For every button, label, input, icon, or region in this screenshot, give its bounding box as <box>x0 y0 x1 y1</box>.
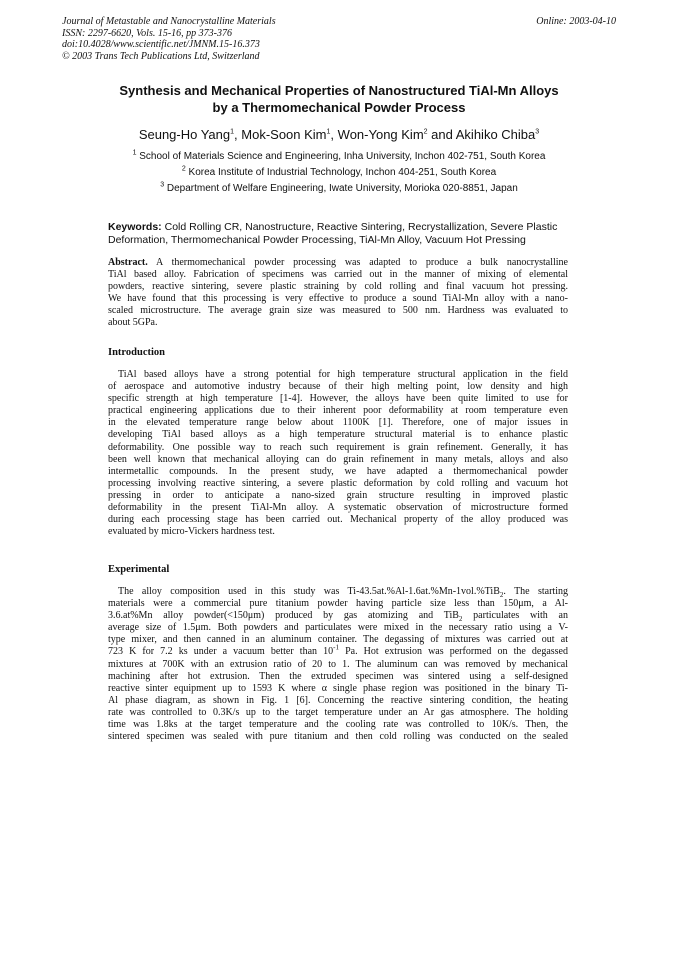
affiliation-num: 2 <box>181 165 186 173</box>
introduction-paragraph <box>108 369 568 538</box>
intro-line: evaluated by micro-Vickers hardness test. <box>108 526 275 538</box>
affiliation-2 <box>60 167 618 178</box>
author-sep: , <box>330 127 338 142</box>
author-name: Won-Yong Kim <box>337 127 424 142</box>
exp-line: mixtures at 700K with an extrusion ratio of 20 to 1. The aluminum can was removed by mechanical <box>108 658 568 670</box>
exp-text: 3.6.at%Mn alloy powder(<150μm) produced by gas atomizing and TiB <box>108 610 459 622</box>
exp-subscript: 2 <box>458 615 463 624</box>
exp-line <box>108 610 568 622</box>
journal-name: Journal of Metastable and Nanocrystalline Materials <box>62 16 276 27</box>
experimental-paragraph <box>108 586 568 743</box>
introduction-heading: Introduction <box>108 347 165 358</box>
author-sep: and <box>427 127 456 142</box>
intro-line: practical engineering applications due to their inherent poor deformability at room temperature even <box>108 405 568 417</box>
exp-subscript: 2 <box>499 591 504 599</box>
author-name: Mok-Soon Kim <box>241 127 327 142</box>
keywords-label: Keywords: <box>108 221 162 233</box>
intro-line: TiAl based alloys have a strong potential for high temperature structural application in the field <box>118 369 568 380</box>
exp-line: rate was controlled to 0.3K/s up to the target temperature under an Ar gas atmosphere. The holding <box>108 706 568 718</box>
author-affil-num: 3 <box>535 128 540 136</box>
intro-line: deformability. One possible way to reach such requirement is grain refinement. Generally, it has <box>108 441 568 453</box>
exp-superscript: -1 <box>333 644 339 653</box>
intro-line: during each processing stage has been carried out. Mechanical property of the alloy produced was <box>108 514 568 526</box>
exp-text: Pa. Hot extrusion was performed on the degassed <box>338 646 568 658</box>
intro-line: in the elevated temperature range below about 1100K [1]. Therefore, one of major issues in <box>108 417 568 429</box>
abstract-line: about 5GPa. <box>108 317 158 329</box>
exp-line: time was 1.8ks at the target temperature and the cooling rate was controlled to 10K/s. Then, the <box>108 719 568 731</box>
keywords-text: Cold Rolling CR, Nanostructure, Reactive Sintering, Recrystallization, Severe Plastic Deformation, Thermomechanical Powder Processing, TiAl-Mn Alloy, Vacuum Hot Pressing <box>108 221 558 246</box>
abstract-line: powders, reactive sintering, severe plastic straining by cold rolling and final vacuum hot pressing. <box>108 281 568 293</box>
intro-line: intermetallic compounds. In the present study, we have adapted a thermomechanical powder <box>108 465 568 477</box>
intro-line: specific strength at high temperature [1-4]. However, the alloys have been quite limited to use for <box>108 393 568 405</box>
exp-line: machining after hot extrusion. Then the extruded specimen was sintered using a self-designed <box>108 670 568 682</box>
intro-line: processing involving reactive sintering, a severe plastic deformation by cold rolling and vacuum hot <box>108 477 568 489</box>
intro-line: deformability in the present TiAl-Mn alloy. A systematic observation of microstructure formed <box>108 502 568 514</box>
exp-line: reactive sinter equipment up to 1593 K where α single phase region was positioned in the binary Ti- <box>108 682 568 694</box>
affiliation-text: Department of Welfare Engineering, Iwate University, Morioka 020-8851, Japan <box>166 183 518 194</box>
issn-line: ISSN: 2297-6620, Vols. 15-16, pp 373-376 <box>62 27 232 39</box>
copyright-line: © 2003 Trans Tech Publications Ltd, Switzerland <box>62 50 260 62</box>
intro-line: pressing in order to anticipate a nano-sized grain structure resulting in improved plastic <box>108 489 568 501</box>
author-affil-num: 2 <box>423 128 428 136</box>
affiliation-num: 1 <box>132 149 137 157</box>
doi-line: doi:10.4028/www.scientific.net/JMNM.15-16.373 <box>62 39 260 50</box>
exp-text: . The starting <box>503 586 568 597</box>
exp-text: The alloy composition used in this study was Ti-43.5at.%Al-1.6at.%Mn-1vol.%TiB <box>118 586 500 597</box>
title-line-2: by a Thermomechanical Powder Process <box>212 100 466 115</box>
exp-text: particulates with an <box>462 610 568 622</box>
exp-line <box>108 646 568 658</box>
affiliation-num: 3 <box>160 181 165 189</box>
affiliation-1 <box>60 151 618 162</box>
abstract-line: TiAl based alloy. Fabrication of specimens was carried out in the manner of mixing of elemental <box>108 269 568 281</box>
exp-line: materials were a commercial pure titanium powder having particle size less than 150μm, a Al- <box>108 598 568 610</box>
intro-line: developing TiAl based alloys as a high temperature structural material is to enhance plastic <box>108 429 568 441</box>
exp-line: type mixer, and then canned in an aluminum container. The degassing of mixtures was carried out at <box>108 634 568 646</box>
affiliation-text: School of Materials Science and Engineering, Inha University, Inchon 402-751, South Korea <box>139 151 546 162</box>
abstract-line: scaled microstructure. The average grain size was measured to 500 nm. Hardness was evaluated to <box>108 305 568 317</box>
exp-line <box>108 586 568 598</box>
author-affil-num: 1 <box>230 128 235 136</box>
author-affil-num: 1 <box>326 128 331 136</box>
exp-text: 723 K for 7.2 ks under a vacuum better than 10 <box>108 646 334 658</box>
author-list <box>60 127 618 142</box>
author-sep: , <box>234 127 242 142</box>
abstract-paragraph <box>108 257 568 330</box>
abstract-label: Abstract. <box>108 257 148 268</box>
affiliation-text: Korea Institute of Industrial Technology, Inchon 404-251, South Korea <box>188 167 497 178</box>
journal-header <box>62 16 276 62</box>
affiliation-3 <box>60 183 618 194</box>
keywords-block <box>108 221 568 247</box>
intro-line: of aerospace and automotive industry because of their high melting point, low density and high <box>108 381 568 393</box>
exp-line: sintered specimen was sealed with pure titanium and then cold rolling was conducted on the sealed <box>108 731 568 743</box>
experimental-heading: Experimental <box>108 564 170 575</box>
author-name: Akihiko Chiba <box>455 127 536 142</box>
author-name: Seung-Ho Yang <box>138 127 231 142</box>
intro-line: been well known that mechanical alloying can do grain refinement in many metals, alloys and also <box>108 453 568 465</box>
title-line-1: Synthesis and Mechanical Properties of Nanostructured TiAl-Mn Alloys <box>119 83 559 98</box>
exp-line: average size of 1.5μm. Both powders and particulates were mixed in the necessary ratio using a V- <box>108 622 568 634</box>
abstract-line <box>108 257 568 269</box>
exp-line: Al phase diagram, as shown in Fig. 1 [6]. Concerning the reactive sintering condition, the heating <box>108 694 568 706</box>
online-date: Online: 2003-04-10 <box>536 16 616 27</box>
paper-title <box>80 82 598 116</box>
abstract-line: We have found that this processing is very effective to produce a sound TiAl-Mn alloy with a nano- <box>108 293 568 305</box>
abstract-text: A thermomechanical powder processing was adapted to produce a bulk nanocrystalline <box>156 257 569 268</box>
